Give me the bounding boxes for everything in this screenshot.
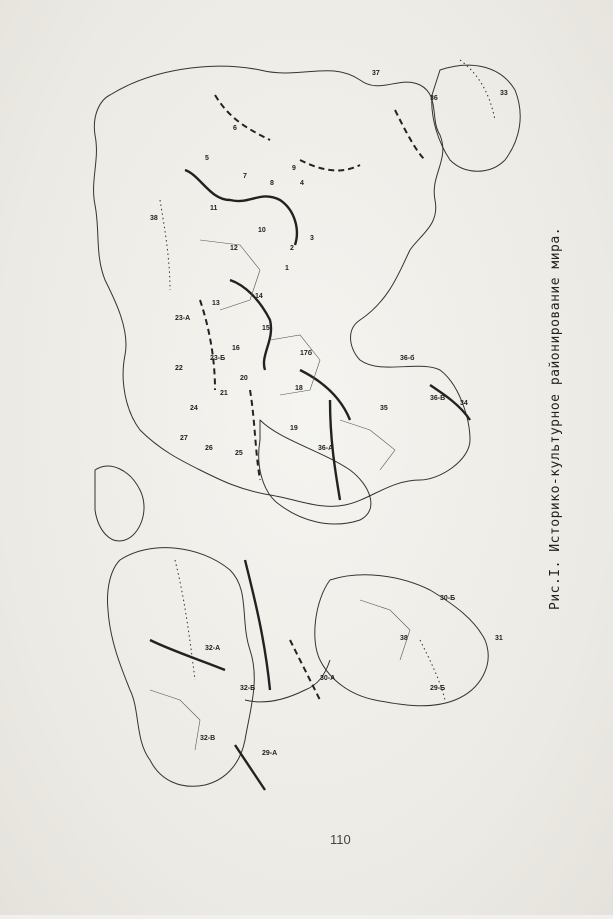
region-label: 29-Б: [430, 685, 446, 692]
region-label: 21: [220, 390, 228, 397]
borders-4: [150, 690, 200, 750]
boundary-dashed-1: [215, 95, 270, 140]
region-label: 11: [210, 205, 218, 212]
region-label: 36-б: [400, 355, 415, 362]
region-label: 29-А: [262, 750, 278, 757]
region-label: 1: [285, 265, 289, 272]
africa-coastline: [259, 420, 371, 524]
region-label: 4: [300, 180, 304, 187]
region-label: 22: [175, 365, 183, 372]
region-labels: [150, 70, 508, 757]
boundary-thick-3: [300, 370, 350, 420]
region-label: 36-В: [430, 395, 446, 402]
region-label: 19: [290, 425, 298, 432]
region-label: 34: [460, 400, 468, 407]
region-label: 5: [205, 155, 209, 162]
borders-5: [360, 600, 410, 660]
region-label: 8: [270, 180, 274, 187]
region-label: 30-А: [320, 675, 336, 682]
region-label: 13: [212, 300, 220, 307]
region-label: 24: [190, 405, 198, 412]
region-label: 16: [232, 345, 240, 352]
region-label: 32-Б: [240, 685, 256, 692]
region-label: 18: [295, 385, 303, 392]
greenland-coastline: [95, 466, 144, 541]
boundary-dashed-2: [300, 160, 360, 170]
boundary-dashed-4: [200, 300, 215, 390]
dotted-route-1: [160, 200, 170, 290]
region-label: 31: [495, 635, 503, 642]
boundary-thick-1: [185, 170, 297, 245]
region-label: 32-В: [200, 735, 216, 742]
region-label: 38: [150, 215, 158, 222]
region-label: 9: [292, 165, 296, 172]
region-label: 23-А: [175, 315, 191, 322]
australia-coastline: [432, 65, 520, 171]
region-label: 37: [372, 70, 380, 77]
borders-3: [340, 420, 395, 470]
region-label: 35: [380, 405, 388, 412]
page-number: 110: [330, 832, 351, 847]
region-label: 17б: [300, 350, 313, 357]
region-label: 2: [290, 245, 294, 252]
region-label: 27: [180, 435, 188, 442]
region-label: 25: [235, 450, 243, 457]
eurasia-coastline: [94, 66, 470, 506]
region-label: 15: [262, 325, 270, 332]
boundary-thick-5: [245, 560, 270, 690]
figure-caption: Рис.I. Историко-культурное районирование мира.: [548, 226, 563, 610]
boundary-dashed-6: [290, 640, 320, 700]
boundary-thick-7: [235, 745, 265, 790]
region-label: 12: [230, 245, 238, 252]
region-label: 36-А: [318, 445, 334, 452]
region-label: 20: [240, 375, 248, 382]
region-label: 23-Б: [210, 355, 226, 362]
boundary-dashed-5: [250, 390, 260, 480]
region-label: 26: [205, 445, 213, 452]
region-label: 36: [430, 95, 438, 102]
region-label: 14: [255, 293, 263, 300]
north-america-coastline: [108, 548, 255, 787]
region-label: 6: [233, 125, 237, 132]
region-label: 32-А: [205, 645, 221, 652]
region-label: 38: [400, 635, 408, 642]
region-label: 30-Б: [440, 595, 456, 602]
boundary-dashed-3: [395, 110, 425, 160]
region-label: 10: [258, 227, 266, 234]
region-label: 33: [500, 90, 508, 97]
region-label: 3: [310, 235, 314, 242]
region-label: 7: [243, 173, 247, 180]
dotted-route-2: [175, 560, 195, 680]
